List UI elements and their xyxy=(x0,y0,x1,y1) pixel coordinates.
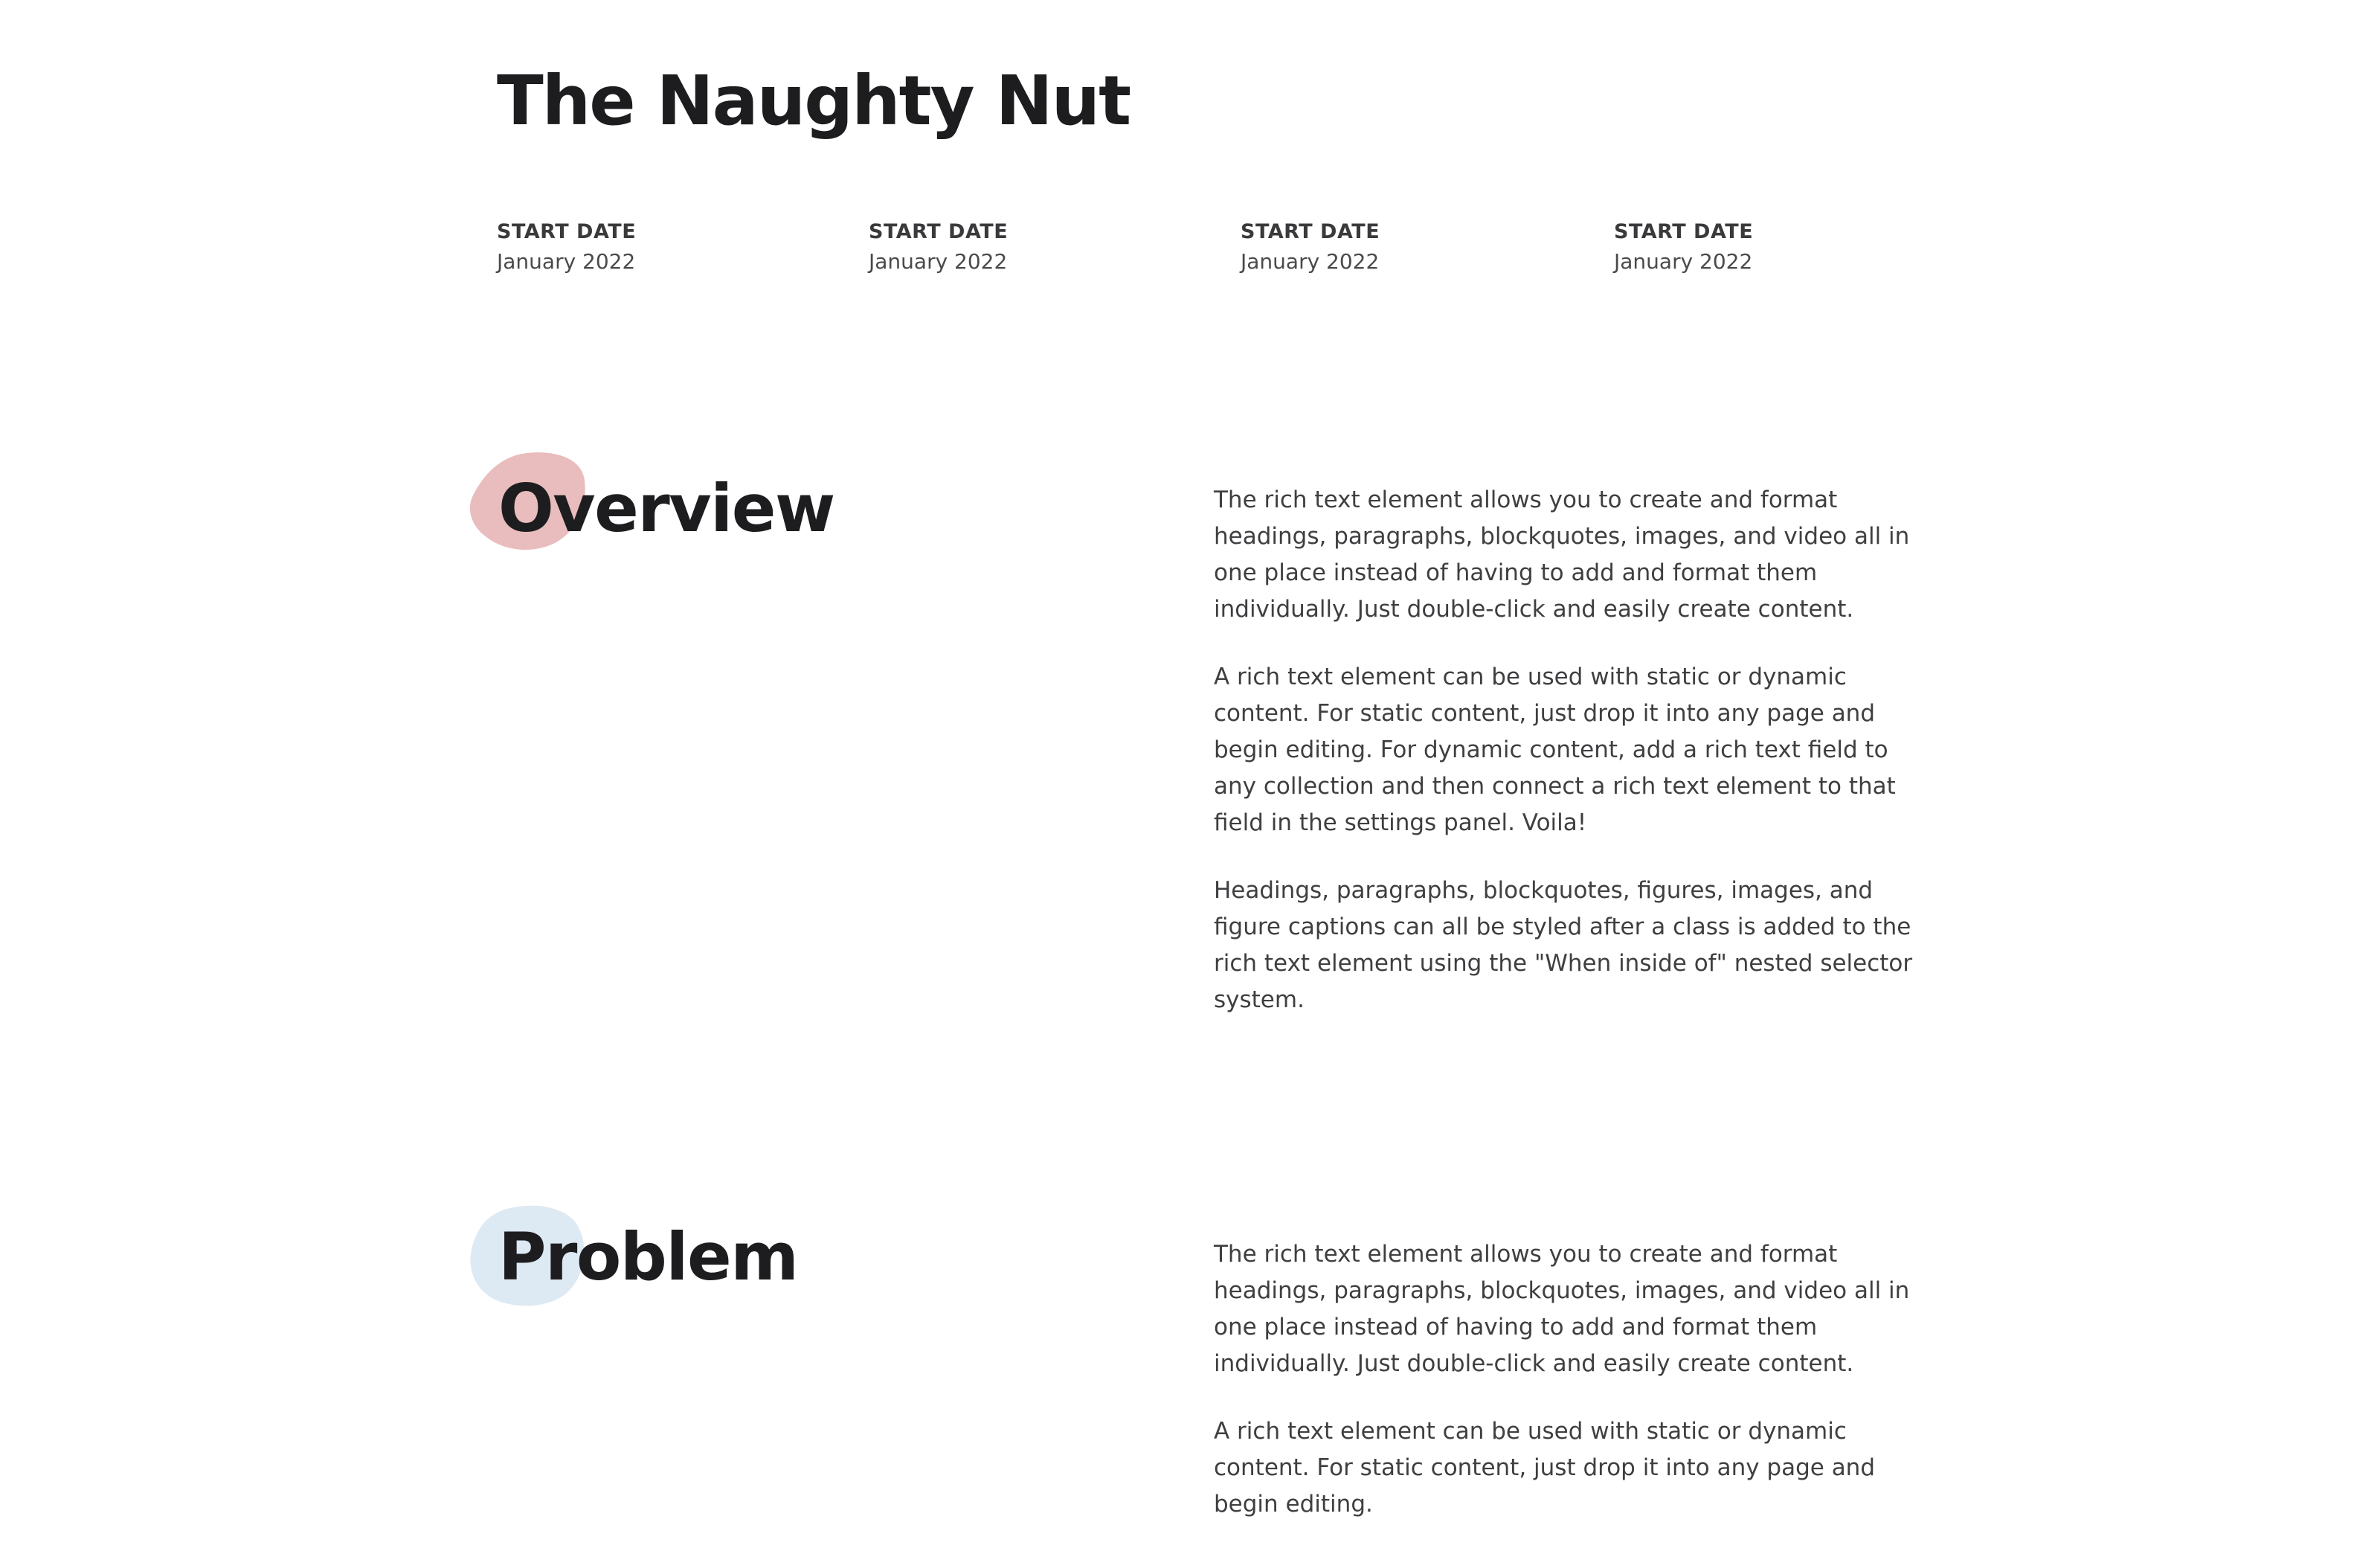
overview-rich-text xyxy=(1214,482,1913,1050)
meta-item xyxy=(1614,217,1956,277)
section-heading: Problem xyxy=(498,1219,798,1295)
meta-value: January 2022 xyxy=(1614,249,1753,274)
meta-value: January 2022 xyxy=(1241,249,1380,274)
meta-value: January 2022 xyxy=(869,249,1008,274)
meta-label: START DATE xyxy=(1241,220,1380,243)
meta-label: START DATE xyxy=(869,220,1009,243)
meta-label: START DATE xyxy=(1614,220,1754,243)
paragraph: The rich text element allows you to create and format headings, paragraphs, blockquotes, images, and video all in one place instead of having to add and format them individually. Just double-click and easily create content. xyxy=(1214,487,1910,623)
page-title: The Naughty Nut xyxy=(497,61,1130,141)
project-meta-row xyxy=(497,217,1984,284)
problem-section-heading xyxy=(469,1205,798,1295)
section-heading: Overview xyxy=(498,470,834,547)
meta-item xyxy=(497,217,839,277)
meta-item xyxy=(1241,217,1583,277)
paragraph: A rich text element can be used with static or dynamic content. For static content, just drop it into any page and begin editing. For dynamic content, add a rich text field to any collection and then connect a rich text element to that field in the settings panel. Voila! xyxy=(1214,664,1896,836)
meta-label: START DATE xyxy=(497,220,637,243)
overview-section-heading xyxy=(469,451,834,547)
problem-rich-text xyxy=(1214,1236,1913,1554)
paragraph: The rich text element allows you to create and format headings, paragraphs, blockquotes, images, and video all in one place instead of having to add and format them individually. Just double-click and easily create content. xyxy=(1214,1241,1910,1377)
paragraph: A rich text element can be used with static or dynamic content. For static content, just drop it into any page and begin editing. xyxy=(1214,1418,1876,1518)
meta-value: January 2022 xyxy=(497,249,636,274)
meta-item xyxy=(869,217,1211,277)
paragraph: Headings, paragraphs, blockquotes, figures, images, and figure captions can all be styled after a class is added to the rich text element using the "When inside of" nested selector system. xyxy=(1214,877,1913,1013)
